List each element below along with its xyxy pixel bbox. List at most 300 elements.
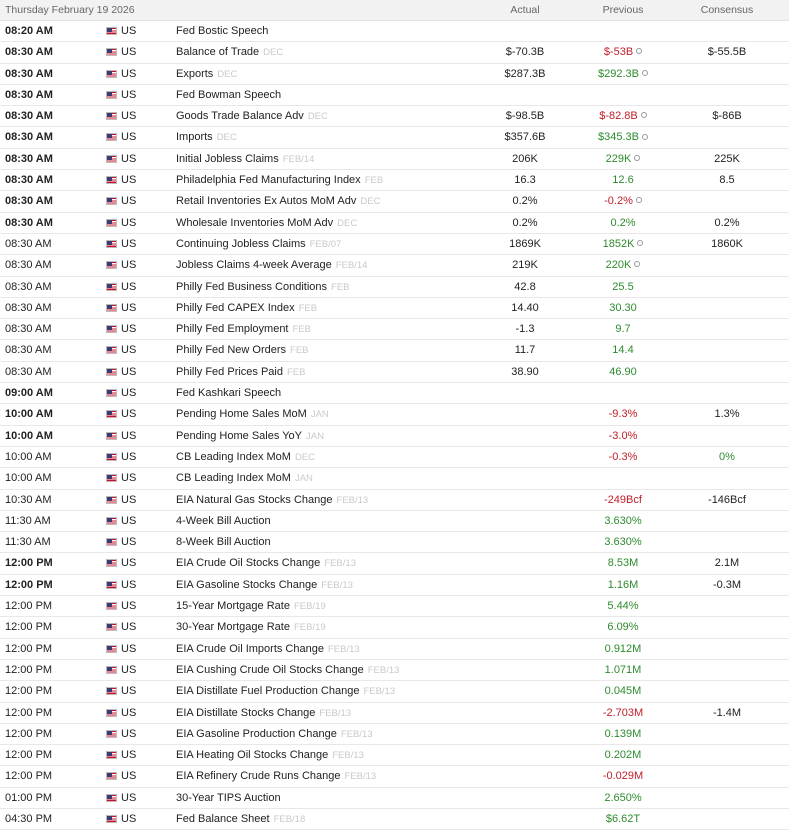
event-cell (176, 24, 272, 39)
event-name-link[interactable]: Pending Home Sales YoY (176, 429, 302, 442)
event-name-link[interactable]: 30-Year Mortgage Rate (176, 621, 290, 634)
reference-period: FEB/19 (293, 601, 326, 613)
event-name-link[interactable]: Philadelphia Fed Manufacturing Index (176, 174, 361, 187)
event-cell (176, 280, 350, 295)
country-code: US (121, 46, 137, 59)
previous-cell (563, 258, 683, 272)
table-row[interactable] (0, 575, 789, 596)
event-name-link[interactable]: 8-Week Bill Auction (176, 536, 271, 549)
table-row[interactable] (0, 617, 789, 638)
us-flag-icon (106, 389, 117, 397)
event-time: 08:30 AM (5, 259, 52, 272)
reference-period: FEB/13 (327, 643, 360, 655)
event-name-link[interactable]: Fed Bostic Speech (176, 25, 269, 37)
event-name-link[interactable]: 30-Year TIPS Auction (176, 791, 281, 804)
table-row[interactable] (0, 340, 789, 361)
country-code: US (121, 237, 137, 250)
us-flag-icon (106, 709, 117, 717)
country-code: US (121, 429, 137, 442)
actual-value: 14.40 (511, 301, 539, 314)
us-flag-icon (106, 645, 117, 653)
actual-column-header[interactable]: Actual (510, 4, 540, 16)
previous-cell (563, 429, 683, 443)
reference-period: JAN (305, 430, 324, 442)
previous-cell (563, 45, 683, 59)
table-row[interactable] (0, 64, 789, 85)
reference-period: FEB/13 (319, 707, 352, 719)
previous-cell (563, 578, 683, 592)
us-flag-icon (106, 517, 117, 525)
actual-value: $287.3B (504, 67, 546, 80)
event-time: 10:30 AM (5, 493, 52, 506)
event-cell (176, 258, 367, 273)
country-code: US (121, 387, 137, 400)
event-time: 08:30 AM (5, 67, 53, 80)
previous-cell (563, 684, 683, 698)
event-cell (176, 322, 311, 337)
previous-cell (563, 130, 683, 144)
previous-column-header[interactable]: Previous (602, 4, 644, 16)
event-time: 08:30 AM (5, 365, 52, 378)
actual-value: 0.2% (512, 216, 538, 229)
country-code: US (121, 472, 137, 485)
reference-period: FEB/07 (309, 238, 342, 250)
previous-cell (563, 493, 683, 507)
table-row[interactable] (0, 681, 789, 702)
event-name-link[interactable]: 4-Week Bill Auction (176, 514, 271, 527)
table-row[interactable] (0, 596, 789, 617)
event-name-link[interactable]: Philly Fed Business Conditions (176, 280, 328, 293)
us-flag-icon (106, 432, 117, 440)
previous-value: 0.139M (604, 727, 642, 740)
event-time: 12:00 PM (5, 642, 53, 655)
country-code: US (121, 259, 137, 272)
previous-value: 3.630% (604, 536, 642, 549)
event-name-link[interactable]: Pending Home Sales MoM (176, 408, 307, 421)
actual-value: 16.3 (514, 174, 536, 187)
table-row[interactable] (0, 639, 789, 660)
event-time: 08:30 AM (5, 88, 53, 101)
table-row[interactable] (0, 553, 789, 574)
us-flag-icon (106, 176, 117, 184)
table-row[interactable] (0, 191, 789, 212)
consensus-value: 0.2% (714, 216, 740, 229)
event-name-link[interactable]: EIA Distillate Fuel Production Change (176, 685, 360, 698)
event-name-link[interactable]: Philly Fed Prices Paid (176, 365, 283, 378)
event-name-link[interactable]: Philly Fed CAPEX Index (176, 301, 295, 314)
previous-value: -3.0% (608, 429, 638, 442)
reference-period: FEB/13 (332, 750, 364, 762)
event-cell (176, 109, 328, 124)
event-time: 04:30 PM (5, 812, 53, 825)
table-row[interactable] (0, 319, 789, 340)
event-name-link[interactable]: CB Leading Index MoM (176, 472, 291, 485)
event-time: 12:00 PM (5, 578, 53, 591)
us-flag-icon (106, 219, 117, 227)
country-code: US (121, 514, 137, 527)
table-row[interactable] (0, 745, 789, 766)
reference-period: JAN (310, 409, 329, 421)
event-name-link[interactable]: EIA Crude Oil Stocks Change (176, 557, 321, 570)
country-code: US (121, 280, 137, 293)
event-time: 12:00 PM (5, 706, 53, 719)
previous-cell (563, 237, 683, 251)
event-cell (176, 429, 324, 444)
consensus-value: 8.5 (719, 174, 735, 187)
us-flag-icon (106, 261, 117, 269)
event-name-link[interactable]: CB Leading Index MoM (176, 450, 291, 463)
table-row[interactable] (0, 298, 789, 319)
previous-cell (563, 301, 683, 315)
reference-period: FEB (290, 345, 309, 357)
reference-period: FEB/13 (363, 686, 396, 698)
revised-indicator-icon[interactable] (634, 155, 640, 161)
table-row[interactable] (0, 127, 789, 148)
consensus-value: -0.3M (712, 578, 742, 591)
event-time: 12:00 PM (5, 663, 53, 676)
reference-period: FEB (287, 366, 306, 378)
us-flag-icon (106, 794, 117, 802)
consensus-value: 225K (714, 152, 740, 165)
event-name-link[interactable]: Philly Fed Employment (176, 323, 289, 336)
event-cell (176, 514, 275, 529)
previous-cell (563, 343, 683, 357)
us-flag-icon (106, 815, 117, 823)
table-row[interactable] (0, 447, 789, 468)
event-time: 08:30 AM (5, 46, 53, 59)
us-flag-icon (106, 304, 117, 312)
country-code: US (121, 706, 137, 719)
event-name-link[interactable]: EIA Gasoline Stocks Change (176, 578, 318, 591)
table-row[interactable] (0, 511, 789, 532)
event-cell (176, 88, 285, 103)
reference-period: FEB/13 (324, 558, 356, 570)
table-row[interactable] (0, 660, 789, 681)
table-row[interactable] (0, 703, 789, 724)
actual-value: 1869K (509, 237, 541, 250)
us-flag-icon (106, 687, 117, 695)
previous-value: 220K (605, 259, 632, 272)
revised-indicator-icon[interactable] (637, 240, 643, 246)
event-time: 12:00 PM (5, 749, 53, 762)
revised-indicator-icon[interactable] (642, 134, 648, 140)
revised-indicator-icon[interactable] (636, 48, 642, 54)
reference-period: FEB/13 (340, 728, 373, 740)
country-code: US (121, 323, 137, 336)
table-row[interactable] (0, 42, 789, 63)
consensus-value: $-55.5B (707, 46, 747, 59)
reference-period: DEC (263, 47, 284, 59)
reference-period: FEB/14 (282, 153, 315, 165)
event-cell (176, 663, 399, 678)
table-row[interactable] (0, 234, 789, 255)
us-flag-icon (106, 346, 117, 354)
actual-value: 38.90 (511, 365, 539, 378)
reference-period: FEB/14 (335, 260, 368, 272)
event-cell (176, 471, 313, 486)
actual-value: 0.2% (512, 195, 538, 208)
us-flag-icon (106, 453, 117, 461)
country-code: US (121, 67, 137, 80)
event-cell (176, 706, 351, 721)
event-time: 08:30 AM (5, 280, 52, 293)
previous-value: $-82.8B (599, 110, 638, 123)
country-code: US (121, 344, 137, 357)
event-name-link[interactable]: Philly Fed New Orders (176, 344, 287, 357)
previous-cell (563, 769, 683, 783)
previous-value: 25.5 (612, 280, 634, 293)
table-row[interactable] (0, 788, 789, 809)
event-cell (176, 450, 315, 465)
actual-value: 42.8 (514, 280, 536, 293)
event-cell (176, 791, 285, 806)
previous-cell (563, 407, 683, 421)
event-name-link[interactable]: Retail Inventories Ex Autos MoM Adv (176, 195, 357, 208)
country-code: US (121, 408, 137, 421)
us-flag-icon (106, 730, 117, 738)
previous-value: 0.045M (604, 685, 642, 698)
table-row[interactable] (0, 724, 789, 745)
table-row[interactable] (0, 404, 789, 425)
us-flag-icon (106, 70, 117, 78)
event-time: 10:00 AM (5, 408, 53, 421)
reference-period: DEC (307, 111, 328, 123)
event-cell (176, 173, 383, 188)
table-row[interactable] (0, 426, 789, 447)
previous-value: 46.90 (609, 365, 637, 378)
event-time: 08:30 AM (5, 174, 53, 187)
previous-value: 30.30 (609, 301, 637, 314)
event-cell (176, 237, 341, 252)
us-flag-icon (106, 133, 117, 141)
table-row[interactable] (0, 213, 789, 234)
revised-indicator-icon[interactable] (641, 112, 647, 118)
previous-value: $6.62T (605, 812, 641, 825)
table-row[interactable] (0, 362, 789, 383)
us-flag-icon (106, 325, 117, 333)
reference-period: DEC (337, 217, 358, 229)
previous-cell (563, 620, 683, 634)
previous-value: -0.3% (608, 450, 638, 463)
event-time: 08:30 AM (5, 152, 53, 165)
us-flag-icon (106, 27, 117, 35)
event-cell (176, 386, 285, 401)
event-time: 08:30 AM (5, 237, 52, 250)
table-row[interactable] (0, 149, 789, 170)
consensus-column-header[interactable]: Consensus (700, 4, 754, 16)
table-row[interactable] (0, 532, 789, 553)
previous-cell (563, 109, 683, 123)
event-name-link[interactable]: EIA Heating Oil Stocks Change (176, 749, 329, 762)
table-row[interactable] (0, 255, 789, 276)
country-code: US (121, 621, 137, 634)
us-flag-icon (106, 240, 117, 248)
event-name-link[interactable]: Continuing Jobless Claims (176, 237, 306, 250)
table-row[interactable] (0, 106, 789, 127)
event-name-link[interactable]: EIA Distillate Stocks Change (176, 706, 316, 719)
event-time: 08:30 AM (5, 323, 52, 336)
event-cell (176, 535, 275, 550)
event-time: 10:00 AM (5, 450, 52, 463)
table-row[interactable] (0, 766, 789, 787)
previous-cell (563, 322, 683, 336)
event-time: 09:00 AM (5, 387, 53, 400)
previous-value: 8.53M (607, 557, 639, 570)
reference-period: FEB (364, 175, 384, 187)
consensus-value: -1.4M (712, 706, 742, 719)
event-name-link[interactable]: Wholesale Inventories MoM Adv (176, 216, 334, 229)
event-cell (176, 343, 309, 358)
us-flag-icon (106, 666, 117, 674)
revised-indicator-icon[interactable] (634, 261, 640, 267)
event-name-link[interactable]: Balance of Trade (176, 46, 260, 59)
event-time: 12:00 PM (5, 685, 53, 698)
reference-period: FEB/13 (321, 579, 353, 591)
event-name-link[interactable]: 15-Year Mortgage Rate (176, 600, 290, 613)
previous-cell (563, 152, 683, 166)
country-code: US (121, 812, 137, 825)
previous-value: 0.2% (610, 216, 636, 229)
reference-period: FEB/13 (336, 494, 369, 506)
event-cell (176, 684, 395, 699)
date-heading: Thursday February 19 2026 (5, 4, 135, 16)
previous-cell (563, 791, 683, 805)
actual-value: $-98.5B (505, 110, 545, 123)
country-code: US (121, 685, 137, 698)
event-name-link[interactable]: Initial Jobless Claims (176, 152, 279, 165)
table-row[interactable] (0, 21, 789, 42)
consensus-value: 0% (719, 450, 735, 463)
event-cell (176, 407, 329, 422)
previous-cell (563, 194, 683, 208)
table-row[interactable] (0, 383, 789, 404)
consensus-value: 2.1M (714, 557, 740, 570)
us-flag-icon (106, 496, 117, 504)
previous-cell (563, 173, 683, 187)
us-flag-icon (106, 538, 117, 546)
event-cell (176, 727, 373, 742)
actual-value: 219K (512, 259, 538, 272)
event-time: 11:30 AM (5, 536, 51, 549)
event-time: 08:30 AM (5, 216, 53, 229)
revised-indicator-icon[interactable] (636, 197, 642, 203)
country-code: US (121, 493, 137, 506)
event-time: 10:00 AM (5, 472, 52, 485)
previous-value: 2.650% (604, 791, 642, 804)
country-code: US (121, 195, 137, 208)
previous-cell (563, 556, 683, 570)
actual-value: $357.6B (504, 131, 546, 144)
table-row[interactable] (0, 468, 789, 489)
event-time: 01:00 PM (5, 791, 53, 804)
previous-value: 0.912M (604, 642, 642, 655)
reference-period: FEB/13 (367, 664, 400, 676)
reference-period: DEC (217, 68, 238, 80)
country-code: US (121, 301, 137, 314)
event-time: 08:30 AM (5, 131, 53, 144)
event-cell (176, 130, 237, 145)
event-name-link[interactable]: EIA Refinery Crude Runs Change (176, 770, 341, 783)
previous-value: 5.44% (607, 600, 639, 613)
reference-period: FEB/18 (273, 813, 306, 825)
event-cell (176, 67, 237, 82)
previous-cell (563, 216, 683, 230)
event-cell (176, 642, 360, 657)
event-time: 08:30 AM (5, 344, 52, 357)
us-flag-icon (106, 602, 117, 610)
event-cell (176, 216, 357, 231)
event-time: 08:30 AM (5, 301, 52, 314)
table-row[interactable] (0, 85, 789, 106)
event-name-link[interactable]: EIA Natural Gas Stocks Change (176, 493, 333, 506)
event-name-link[interactable]: Exports (176, 67, 214, 80)
reference-period: DEC (294, 451, 316, 463)
previous-value: -0.2% (604, 195, 633, 208)
event-time: 08:30 AM (5, 195, 53, 208)
us-flag-icon (106, 112, 117, 120)
calendar-rows (0, 21, 789, 830)
us-flag-icon (106, 559, 117, 567)
country-code: US (121, 365, 137, 378)
table-row[interactable] (0, 170, 789, 191)
event-name-link[interactable]: Fed Kashkari Speech (176, 387, 282, 400)
table-row[interactable] (0, 490, 789, 511)
reference-period: DEC (360, 196, 381, 208)
event-name-link[interactable]: Fed Balance Sheet (176, 812, 270, 825)
country-code: US (121, 791, 137, 804)
previous-value: 14.4 (612, 344, 634, 357)
country-code: US (121, 450, 137, 463)
country-code: US (121, 557, 137, 570)
table-row[interactable] (0, 809, 789, 830)
event-name-link[interactable]: Fed Bowman Speech (176, 88, 282, 101)
event-cell (176, 769, 376, 784)
country-code: US (121, 88, 137, 101)
event-name-link[interactable]: EIA Cushing Crude Oil Stocks Change (176, 663, 364, 676)
reference-period: FEB/19 (293, 622, 326, 634)
previous-value: 12.6 (612, 174, 634, 187)
previous-value: $345.3B (598, 131, 639, 144)
previous-value: 0.202M (604, 749, 642, 762)
event-name-link[interactable]: Imports (176, 131, 213, 144)
previous-cell (563, 67, 683, 81)
revised-indicator-icon[interactable] (642, 70, 648, 76)
us-flag-icon (106, 368, 117, 376)
country-code: US (121, 600, 137, 613)
us-flag-icon (106, 91, 117, 99)
previous-cell (563, 514, 683, 528)
us-flag-icon (106, 581, 117, 589)
event-cell (176, 301, 317, 316)
consensus-value: -146Bcf (708, 493, 746, 506)
event-name-link[interactable]: Goods Trade Balance Adv (176, 110, 304, 123)
country-code: US (121, 152, 137, 165)
previous-cell (563, 706, 683, 720)
table-row[interactable] (0, 277, 789, 298)
us-flag-icon (106, 623, 117, 631)
previous-value: -2.703M (602, 706, 644, 719)
previous-cell (563, 535, 683, 549)
event-time: 11:30 AM (5, 514, 51, 527)
consensus-value: 1860K (711, 237, 743, 250)
event-name-link[interactable]: EIA Gasoline Production Change (176, 727, 337, 740)
event-time: 12:00 PM (5, 727, 53, 740)
actual-value: 206K (512, 152, 538, 165)
event-cell (176, 748, 364, 763)
event-name-link[interactable]: Jobless Claims 4-week Average (176, 259, 332, 272)
previous-cell (563, 642, 683, 656)
event-name-link[interactable]: EIA Crude Oil Imports Change (176, 642, 324, 655)
